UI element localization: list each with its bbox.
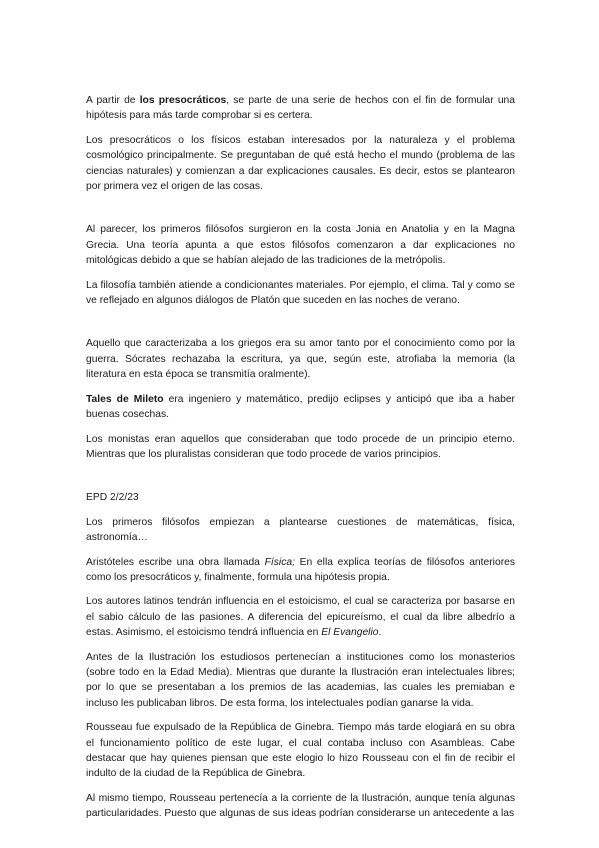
paragraph-ilustracion: Antes de la Ilustración los estudiosos pertenecían a instituciones como los monasterios (sobre todo en la Edad Media). Mientras que durante la Ilustración eran intelectuales libres; por lo que se presentaban a los premios de las academias, las cuales les premiaban e incluso les publicaban libros. De esta forma, los intelectuales podían ganarse la vida.: [86, 651, 515, 709]
document-body: [86, 93, 515, 822]
paragraph-tales: [86, 392, 515, 423]
paragraph-cuestiones: Los primeros filósofos empiezan a plantearse cuestiones de matemáticas, física, astronomía…: [86, 516, 515, 544]
paragraph-text: , se parte de una serie de hechos con el fin de formular una hipótesis para más tarde comprobar si es certera.: [86, 95, 515, 122]
paragraph-rousseau-ginebra: Rousseau fue expulsado de la República de Ginebra. Tiempo más tarde elogiará en su obra el funcionamiento político de este lugar, el cual contaba incluso con Asambleas. Cabe destacar que hay quienes piensan que este elogio lo hizo Rousseau con el fin de recibir el indulto de la ciudad de la República de Ginebra.: [86, 722, 515, 780]
section-gap: [86, 317, 515, 336]
paragraph-text: En ella explica teorías de filósofos anteriores como los presocráticos y, finalmente, formula una hipótesis propia.: [86, 556, 515, 583]
paragraph-fisicos: Los presocráticos o los físicos estaban interesados por la naturaleza y el problema cosmológico principalmente. Se preguntaban de qué está hecho el mundo (problema de las ciencias naturales) y comienzan a dar explicaciones causales. Es decir, estos se plantearon por primera vez el origen de las cosas.: [86, 134, 515, 193]
paragraph-rousseau-ilustracion: Al mismo tiempo, Rousseau pertenecía a la corriente de la Ilustración, aunque tenía algunas particularidades. Puesto que algunas de sus ideas podrían considerarse un antecedente a las: [86, 792, 515, 820]
paragraph-aristoteles: [86, 555, 515, 586]
section-gap: [86, 203, 515, 222]
bold-term: los presocráticos: [139, 95, 227, 106]
paragraph-primeros-filosofos: Al parecer, los primeros filósofos surgieron en la costa Jonia en Anatolia y en la Magna Grecia. Una teoría apunta a que estos filósofos comenzaron a dar explicaciones no mitológicas debido a que se habían alejado de las tradiciones de la metrópolis.: [86, 224, 515, 267]
bold-term: Tales de Mileto: [86, 393, 164, 405]
section-heading: EPD 2/2/23: [86, 492, 139, 504]
paragraph-text: Aristóteles escribe una obra llamada: [86, 556, 265, 568]
paragraph-condicionantes: La filosofía también atiende a condicionantes materiales. Por ejemplo, el clima. Tal y como se ve reflejado en algunos diálogos de Platón que suceden en las noches de verano.: [86, 279, 515, 307]
paragraph-presocraticos-intro: [86, 93, 515, 124]
paragraph-estoicismo: [86, 594, 515, 640]
paragraph-text: A partir de: [86, 95, 140, 106]
section-gap: [86, 471, 515, 490]
italic-title: El Evangelio: [321, 627, 379, 639]
paragraph-griegos: Aquello que caracterizaba a los griegos era su amor tanto por el conocimiento como por la guerra. Sócrates rechazaba la escritura, ya que, según este, atrofiaba la memoria (la literatura en esta época se transmitía oralmente).: [86, 338, 515, 381]
paragraph-text: era ingeniero y matemático, predijo eclipses y anticipó que iba a haber buenas cosechas.: [86, 393, 515, 421]
italic-title: Física;: [264, 556, 295, 568]
paragraph-text: Los autores latinos tendrán influencia en el estoicismo, el cual se caracteriza por basarse en el sabio cálculo de las pasiones. A diferencia del epicureísmo, el cual da libre albedrío a estas. Asimismo, el estoicismo tendrá influencia en: [86, 596, 515, 639]
paragraph-text: .: [378, 627, 382, 639]
paragraph-monistas: Los monistas eran aquellos que consideraban que todo procede de un principio eterno. Mientras que los pluralistas consideran que todo procede de varios principios.: [86, 433, 515, 460]
